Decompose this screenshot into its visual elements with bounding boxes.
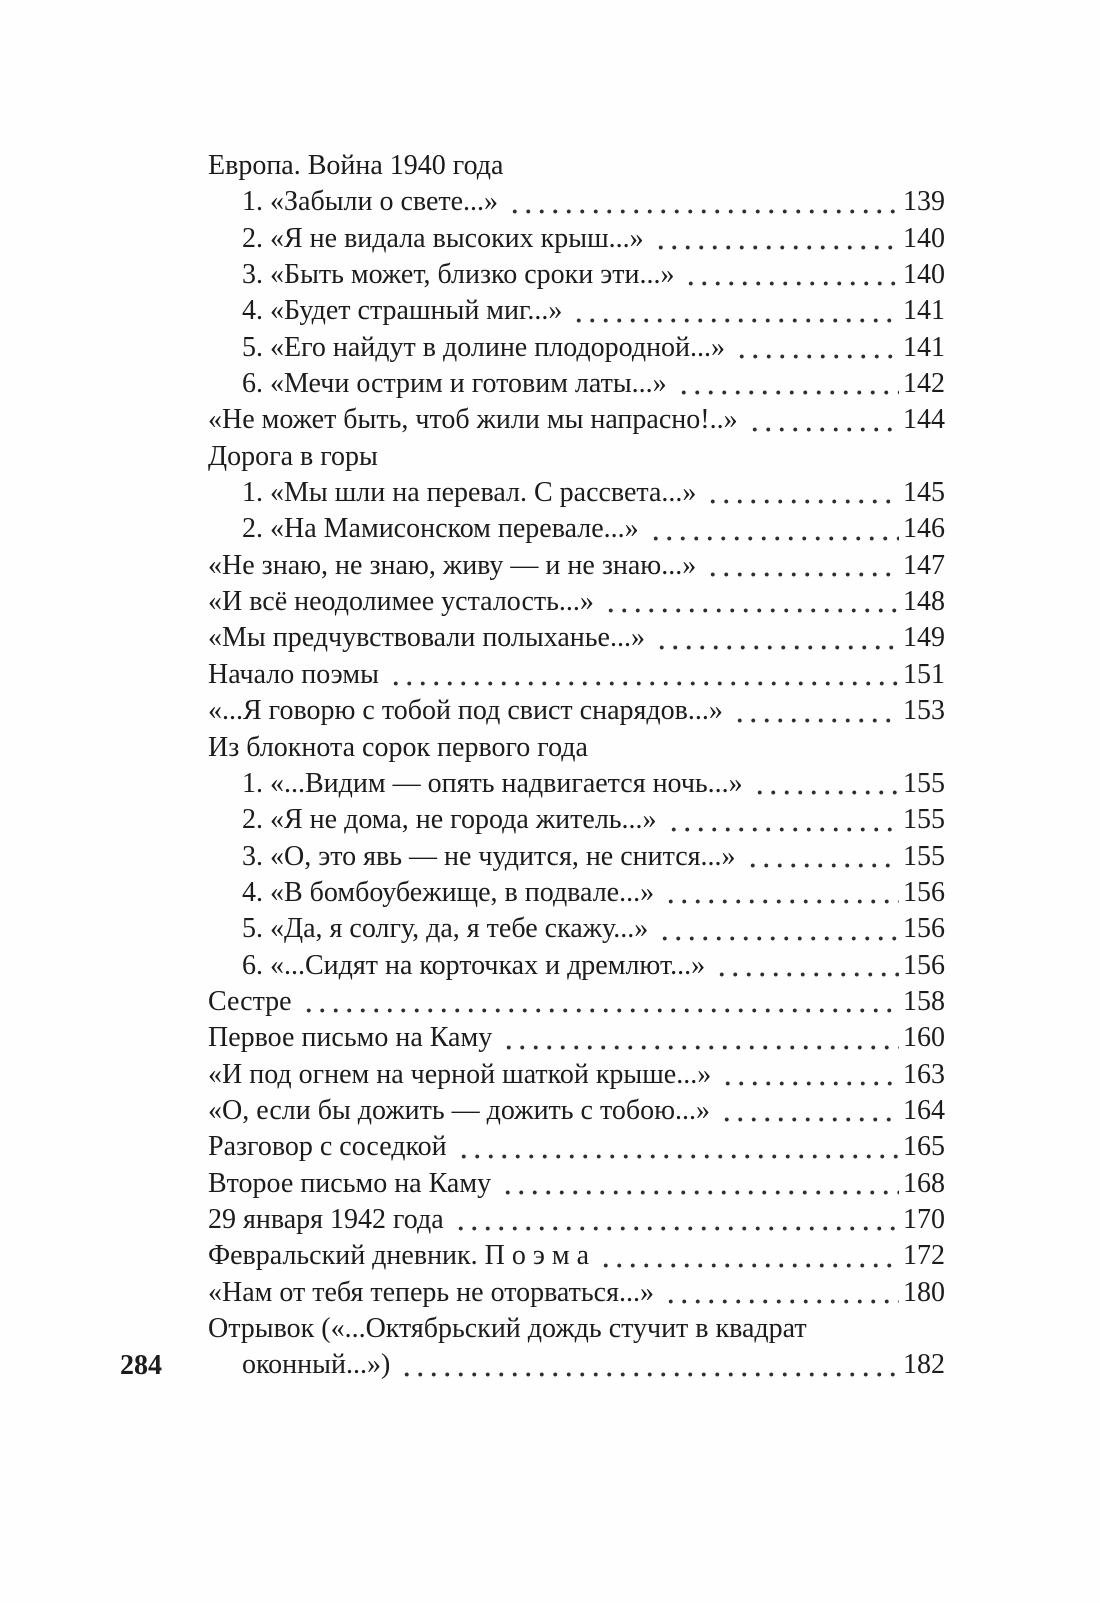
dot-leader [731,693,899,729]
toc-entry-title: 3. «Быть может, близко сроки эти...» [242,259,675,291]
toc-entry-title: Разговор с соседкой [208,1131,447,1163]
toc-entry [208,548,945,584]
toc-entry-page: 155 [903,804,945,836]
toc-entry-page: 155 [903,840,945,872]
toc-entry [208,584,945,620]
toc-entry-title: «И всё неодолимее усталость...» [208,586,594,618]
toc-entry-page: 168 [903,1167,945,1199]
dot-leader [704,475,899,511]
toc-entry-title: 4. «В бомбоубежище, в подвале...» [242,876,655,908]
toc-entry-title: 2. «Я не видала высоких крыш...» [242,222,644,254]
toc-entry [208,1057,945,1093]
toc-entry-title: 4. «Будет страшный миг...» [242,295,563,327]
toc-entry-page: 145 [903,477,945,509]
toc-entry [208,330,945,366]
toc-entry-page: 158 [903,985,945,1017]
toc-entry [208,511,945,547]
toc-entry-title: Из блокнота сорок первого года [208,731,588,763]
toc-entry-title: 5. «Его найдут в долине плодородной...» [242,331,726,363]
toc-entry [208,875,945,911]
dot-leader [744,839,899,875]
toc-entry [208,657,945,693]
dot-leader [746,402,899,438]
toc-entry [208,439,945,475]
toc-entry-title: 1. «Забыли о свете...» [242,186,499,218]
toc-entry-title: Первое письмо на Каму [208,1022,493,1054]
toc-entry-title: Февральский дневник. П о э м а [208,1240,590,1272]
dot-leader [387,657,899,693]
toc-entry-title: 1. «...Видим — опять надвигается ночь...» [242,767,743,799]
toc-entry-page: 156 [903,913,945,945]
toc-entry-page: 151 [903,658,945,690]
toc-entry-title: 5. «Да, я солгу, да, я тебе скажу...» [242,913,649,945]
toc-entry-title: «Нам от тебя теперь не оторваться...» [208,1276,654,1308]
toc-entry-page: 146 [903,513,945,545]
toc-entry-page: 148 [903,586,945,618]
toc-entry [208,1166,945,1202]
dot-leader [597,1238,899,1274]
toc-entry [208,184,945,220]
dot-leader [718,1093,899,1129]
toc-entry [208,984,945,1020]
dot-leader [499,1166,899,1202]
toc-entry-title: 2. «Я не дома, не города житель...» [242,804,657,836]
toc-entry-page: 156 [903,876,945,908]
toc-entry-page: 140 [903,259,945,291]
toc-entry-title: 29 января 1942 года [208,1203,444,1235]
toc-entry-title: «Не знаю, не знаю, живу — и не знаю...» [208,549,697,581]
dot-leader [500,1020,899,1056]
table-of-contents [208,148,945,1384]
toc-entry-title: 3. «О, это явь — не чудится, не снится...» [242,840,736,872]
dot-leader [665,802,899,838]
dot-leader [455,1129,899,1165]
toc-entry-title: Европа. Война 1940 года [208,150,504,181]
dot-leader [682,257,899,293]
toc-entry [208,766,945,802]
toc-entry [208,911,945,947]
toc-entry-title: оконный...») [242,1349,391,1381]
toc-entry-page: 149 [903,622,945,654]
toc-entry-title: «И под огнем на черной шаткой крыше...» [208,1058,712,1090]
dot-leader [662,875,899,911]
running-page-number: 284 [120,1350,162,1381]
toc-entry-title: 2. «На Мамисонском перевале...» [242,513,639,545]
dot-leader [452,1202,899,1238]
toc-entry [208,148,945,184]
toc-entry-page: 141 [903,331,945,363]
toc-entry-title: Дорога в горы [208,440,378,472]
dot-leader [733,330,899,366]
dot-leader [602,584,899,620]
toc-entry-page: 147 [903,549,945,581]
toc-entry-page: 144 [903,404,945,436]
toc-entry [208,948,945,984]
dot-leader [398,1347,899,1383]
toc-entry-page: 156 [903,949,945,981]
toc-entry [208,1093,945,1129]
toc-entry [208,221,945,257]
toc-entry [208,402,945,438]
toc-entry [208,1275,945,1311]
toc-entry [208,366,945,402]
dot-leader [704,548,899,584]
toc-entry-title: 1. «Мы шли на перевал. С рассвета...» [242,477,697,509]
toc-entry-title: Сестре [208,985,292,1017]
dot-leader [662,1275,899,1311]
toc-entry-page: 142 [903,368,945,400]
toc-entry-page: 165 [903,1131,945,1163]
dot-leader [713,948,899,984]
toc-entry-page: 155 [903,767,945,799]
toc-entry [208,1020,945,1056]
dot-leader [652,221,899,257]
dot-leader [570,293,899,329]
toc-entry [208,257,945,293]
toc-entry-page: 140 [903,222,945,254]
toc-entry [208,730,945,766]
toc-entry-page: 164 [903,1094,945,1126]
toc-entry-title: Второе письмо на Каму [208,1167,492,1199]
dot-leader [751,766,899,802]
toc-entry-title: «Не может быть, чтоб жили мы напрасно!..» [208,404,738,436]
toc-entry-page: 163 [903,1058,945,1090]
toc-entry-title: «...Я говорю с тобой под свист снарядов...» [208,695,723,727]
toc-entry [208,293,945,329]
toc-entry [208,693,945,729]
toc-entry [208,620,945,656]
toc-entry-page: 180 [903,1276,945,1308]
toc-entry-page: 139 [903,186,945,218]
toc-entry [208,1129,945,1165]
toc-entry-page: 153 [903,695,945,727]
toc-entry [208,1311,945,1347]
toc-entry-page: 160 [903,1022,945,1054]
toc-entry-title: Начало поэмы [208,658,379,690]
toc-entry-page: 141 [903,295,945,327]
toc-entry [208,802,945,838]
dot-leader [719,1057,899,1093]
toc-entry [208,1202,945,1238]
toc-entry [208,839,945,875]
toc-entry-title: Отрывок («...Октябрьский дождь стучит в квадрат [208,1313,807,1344]
toc-entry-title: 6. «...Сидят на корточках и дремлют...» [242,949,706,981]
toc-entry [208,1238,945,1274]
toc-entry [208,1347,945,1383]
dot-leader [647,511,899,547]
dot-leader [675,366,899,402]
toc-entry-title: «О, если бы дожить — дожить с тобою...» [208,1094,711,1126]
dot-leader [656,911,899,947]
toc-entry-page: 170 [903,1203,945,1235]
toc-entry [208,475,945,511]
dot-leader [506,184,899,220]
toc-entry-title: 6. «Мечи острим и готовим латы...» [242,368,667,400]
toc-entry-page: 172 [903,1240,945,1272]
dot-leader [653,620,899,656]
toc-entry-page: 182 [903,1349,945,1381]
toc-entry-title: «Мы предчувствовали полыханье...» [208,622,645,654]
dot-leader [300,984,899,1020]
